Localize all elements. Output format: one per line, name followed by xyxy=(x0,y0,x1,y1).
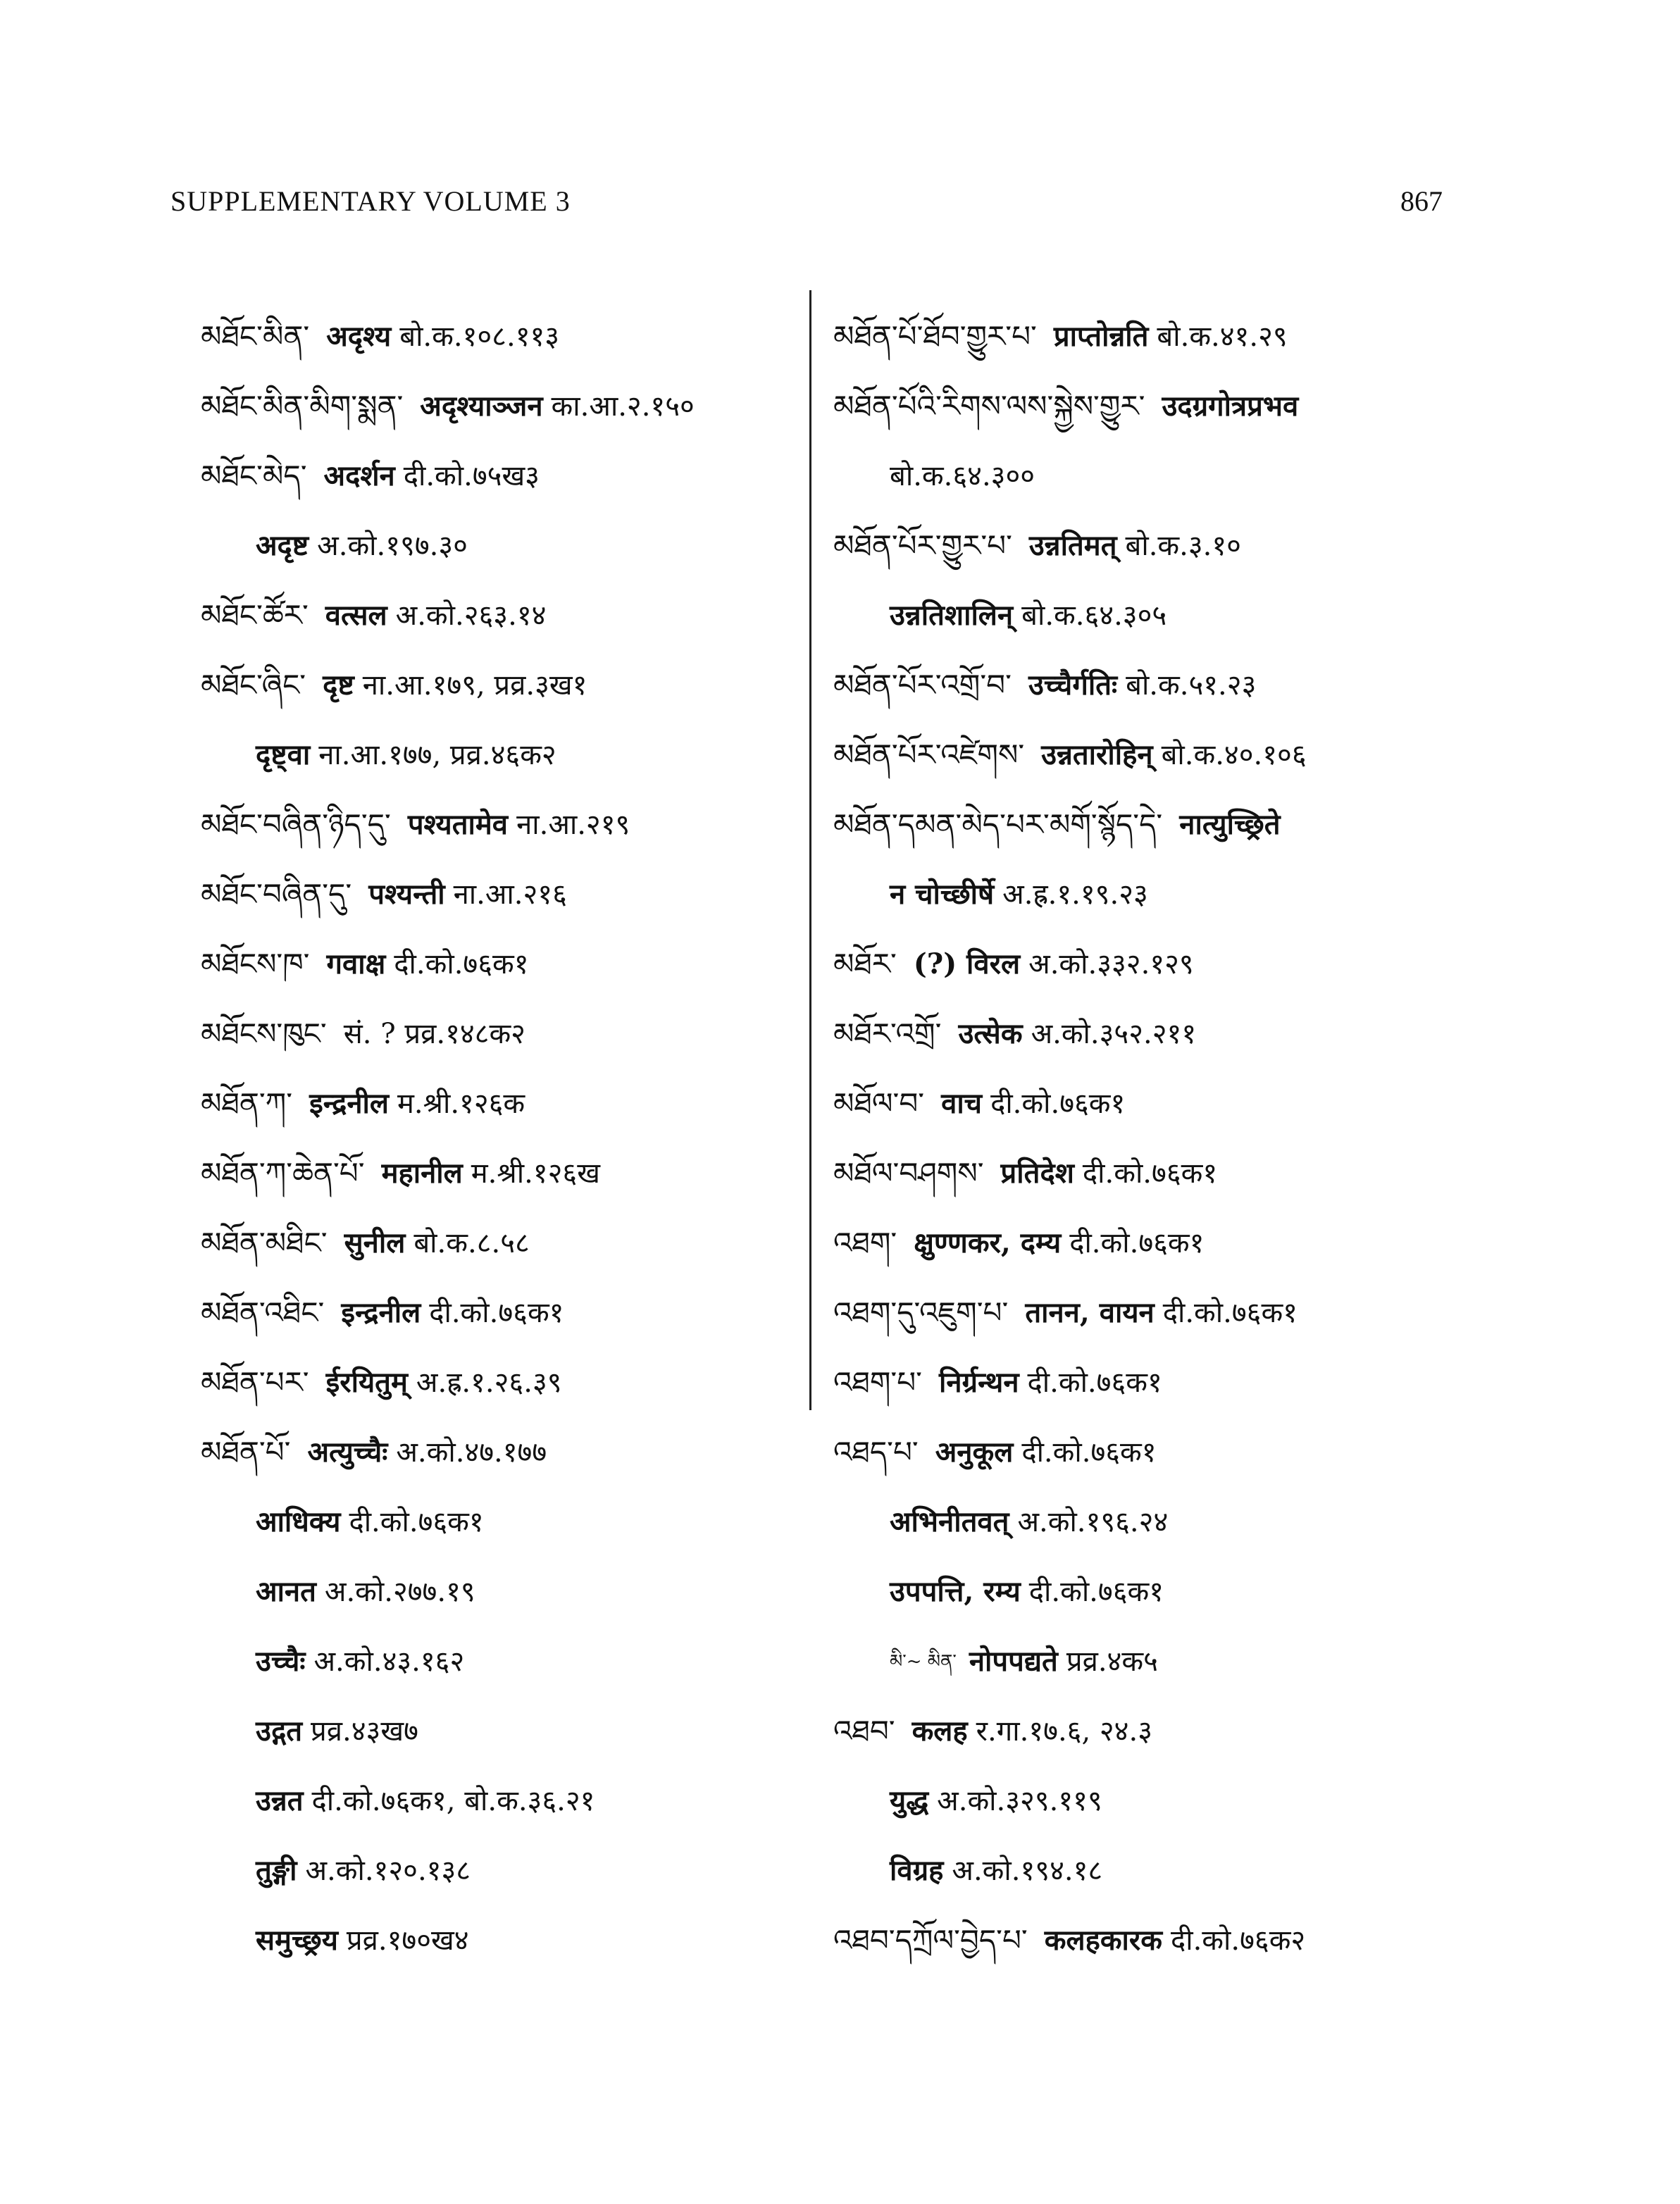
sanskrit-equivalent: अत्युच्चैः xyxy=(307,1435,388,1469)
sanskrit-equivalent: अनुकूल xyxy=(935,1435,1014,1469)
tibetan-headword: མཐོན་པོ་ཐོབ་གྱུར་པ་ xyxy=(833,318,1037,354)
sub-entry xyxy=(201,511,799,580)
source-reference: अ.को.१९४.१८ xyxy=(952,1854,1103,1887)
sanskrit-equivalent: नात्युच्छ्रिते xyxy=(1179,807,1281,841)
entry xyxy=(201,580,799,650)
source-reference: अ.को.१९७.३० xyxy=(317,529,468,562)
source-reference: प्रव्र.४३ख७ xyxy=(311,1714,418,1748)
left-column xyxy=(201,301,799,1975)
sanskrit-equivalent: इन्द्रनील xyxy=(341,1295,421,1329)
tibetan-headword: མཐོང་བཞིན་དུ་ xyxy=(201,876,352,911)
source-reference: अ.को.३३२.१२९ xyxy=(1028,947,1194,980)
entry xyxy=(201,1347,799,1417)
tibetan-headword: འཐད་པ་ xyxy=(833,1434,919,1469)
tibetan-headword: མཐོན་པོའི་རིགས་ལས་སྐྱེས་གྱུར་ xyxy=(833,388,1145,423)
sanskrit-equivalent: क्षुण्णकर, दम्य xyxy=(914,1226,1062,1259)
source-reference: दी.को.७६क१ xyxy=(1162,1296,1298,1329)
entry xyxy=(833,1069,1453,1138)
entry xyxy=(833,1138,1453,1208)
tibetan-headword: མཐོན་འཐིང་ xyxy=(201,1295,325,1330)
source-reference: ना.आ.२१९ xyxy=(516,808,630,841)
sanskrit-equivalent: विग्रह xyxy=(890,1853,944,1887)
entry xyxy=(833,790,1453,859)
page-number: 867 xyxy=(1400,185,1443,217)
tibetan-headword: མི་~ མིན་ xyxy=(890,1650,957,1672)
source-reference: ना.आ.१७९, प्रव्र.३ख१ xyxy=(362,668,587,702)
sanskrit-equivalent: नोपपद्यते xyxy=(969,1644,1058,1678)
source-reference: दी.को.७६क१ xyxy=(1082,1157,1218,1190)
source-reference: दी.को.७६क१ xyxy=(349,1505,484,1538)
tibetan-headword: མཐོང་ཚོར་ xyxy=(201,597,309,633)
source-reference: म.श्री.१२६ख xyxy=(471,1157,600,1190)
entry xyxy=(833,371,1453,441)
tibetan-headword: འཐབ་ xyxy=(833,1713,895,1748)
sanskrit-equivalent: अदृष्ट xyxy=(256,528,309,562)
tibetan-headword: མཐོང་ཞིང་ xyxy=(201,667,306,702)
entry xyxy=(201,441,799,511)
sub-entry xyxy=(201,720,799,790)
sanskrit-equivalent: ईरयितुम् xyxy=(325,1365,408,1399)
entry xyxy=(833,999,1453,1069)
entry xyxy=(833,720,1453,790)
sanskrit-equivalent: वत्सल xyxy=(325,598,387,632)
sanskrit-equivalent: वाच xyxy=(941,1086,983,1120)
tibetan-headword: མཐོང་མིན་མིག་སྨན་ xyxy=(201,388,404,423)
tibetan-headword: མཐོན་མཐིང་ xyxy=(201,1225,328,1260)
source-reference: अ.को.१९६.२४ xyxy=(1017,1505,1169,1538)
tibetan-headword: འཐབ་དཀྲོལ་བྱེད་པ་ xyxy=(833,1922,1028,1957)
source-reference: बो.क.८.५८ xyxy=(413,1226,530,1259)
tibetan-headword: འཐག་ xyxy=(833,1225,897,1260)
source-reference: अ.को.२७७.१९ xyxy=(324,1575,475,1608)
sub-entry xyxy=(833,1836,1453,1905)
entry xyxy=(201,1278,799,1347)
entry xyxy=(833,1696,1453,1766)
sanskrit-equivalent: उन्नतिशालिन् xyxy=(890,598,1014,632)
sanskrit-equivalent: प्रतिदेश xyxy=(1000,1156,1074,1190)
source-reference: बो.क.६४.३०५ xyxy=(1021,599,1167,632)
tibetan-headword: མཐོར་འགྲོ་ xyxy=(833,1016,942,1051)
sanskrit-equivalent: उदग्रगोत्रप्रभव xyxy=(1162,389,1299,423)
continuation-line xyxy=(833,441,1453,511)
sanskrit-equivalent: न चोच्छीर्षे xyxy=(890,877,995,911)
tibetan-headword: མཐོན་པོ་ xyxy=(201,1434,291,1469)
source-reference: सं. ? प्रव्र.१४८क२ xyxy=(343,1017,525,1050)
sanskrit-equivalent: अभिनीतवत् xyxy=(890,1505,1009,1538)
sub-entry xyxy=(201,1905,799,1975)
sanskrit-equivalent: प्राप्तोन्नति xyxy=(1053,319,1149,353)
entry xyxy=(201,371,799,441)
entry xyxy=(833,1417,1453,1487)
sanskrit-equivalent: सुनील xyxy=(344,1226,406,1259)
sanskrit-equivalent: उत्सेक xyxy=(958,1016,1023,1050)
source-reference: दी.को.७६क१ xyxy=(429,1296,564,1329)
sanskrit-equivalent: उन्नत xyxy=(256,1783,304,1817)
source-reference: दी.को.७६क१ xyxy=(394,947,529,980)
entry xyxy=(201,859,799,929)
entry xyxy=(833,301,1453,371)
source-reference: र.गा.१७.६, २४.३ xyxy=(976,1714,1153,1748)
sanskrit-equivalent: दृष्ट्वा xyxy=(256,737,311,771)
sanskrit-equivalent: उद्गत xyxy=(256,1714,303,1748)
sub-entry xyxy=(201,1766,799,1836)
sanskrit-equivalent: युद्ध xyxy=(890,1783,929,1817)
tibetan-headword: མཐོང་མིན་ xyxy=(201,318,310,354)
sanskrit-equivalent: पश्यन्ती xyxy=(368,877,445,911)
sanskrit-equivalent: उच्चैर्गतिः xyxy=(1028,668,1118,702)
entry xyxy=(201,790,799,859)
entry xyxy=(201,929,799,999)
source-reference: अ.ह्र.१.२६.३९ xyxy=(416,1366,562,1399)
source-reference: दी.को.७६क२ xyxy=(1170,1924,1306,1957)
entry xyxy=(201,1138,799,1208)
tibetan-headword: མཐོན་པར་ xyxy=(201,1364,309,1400)
tibetan-headword: མཐོངས་ཁུང་ xyxy=(201,1016,327,1051)
sub-entry xyxy=(833,1487,1453,1557)
entry xyxy=(833,929,1453,999)
sanskrit-equivalent: आनत xyxy=(256,1574,316,1608)
sub-entry xyxy=(201,1836,799,1905)
source-reference: अ.को.१२०.१३८ xyxy=(305,1854,471,1887)
sanskrit-equivalent: उन्नतारोहिन् xyxy=(1041,737,1153,771)
entry xyxy=(201,650,799,720)
sub-entry xyxy=(833,580,1453,650)
right-column xyxy=(833,301,1453,1975)
sub-entry xyxy=(201,1487,799,1557)
sub-entry xyxy=(833,1766,1453,1836)
source-reference: अ.को.४३.१६२ xyxy=(313,1645,465,1678)
tibetan-headword: མཐོལ་བ་ xyxy=(833,1085,925,1121)
entry xyxy=(201,1417,799,1487)
tibetan-headword: མཐོང་མེད་ xyxy=(201,458,307,493)
source-reference: बो.क.१०८.११३ xyxy=(399,320,560,353)
entry xyxy=(201,1069,799,1138)
tibetan-headword: འཐག་པ་ xyxy=(833,1364,922,1400)
sanskrit-equivalent: महानील xyxy=(381,1156,463,1190)
tibetan-headword: འཐག་དུ་འཇུག་པ་ xyxy=(833,1295,1009,1330)
source-reference: प्रव्र.१७०ख४ xyxy=(346,1924,469,1957)
entry xyxy=(833,650,1453,720)
sanskrit-equivalent: गवाक्ष xyxy=(326,947,386,980)
tibetan-headword: མཐོལ་བཤགས་ xyxy=(833,1155,984,1190)
source-reference: बो.क.४०.१०६ xyxy=(1161,738,1307,771)
sanskrit-equivalent: उपपत्ति, रम्य xyxy=(890,1574,1021,1608)
source-reference: दी.को.७६क१ xyxy=(1069,1226,1205,1259)
tibetan-headword: མཐོན་པོར་གྱུར་པ་ xyxy=(833,528,1012,563)
sanskrit-equivalent: तुङ्गी xyxy=(256,1853,297,1887)
sanskrit-equivalent: निर्ग्रन्थन xyxy=(938,1365,1019,1399)
sanskrit-equivalent: कलह xyxy=(911,1714,968,1748)
entry xyxy=(833,1905,1453,1975)
source-reference: अ.को.४७.१७७ xyxy=(396,1436,547,1469)
entry xyxy=(833,1278,1453,1347)
entry xyxy=(833,1208,1453,1278)
source-reference: का.आ.२.१५० xyxy=(551,390,695,423)
source-reference: ना.आ.१७७, प्रव्र.४६क२ xyxy=(318,738,556,771)
tibetan-headword: མཐོར་ xyxy=(833,946,897,981)
tibetan-headword: མཐོན་པོར་འཛེགས་ xyxy=(833,737,1025,772)
source-reference: अ.को.३२९.११९ xyxy=(937,1784,1102,1817)
sub-entry xyxy=(201,1626,799,1696)
sanskrit-equivalent: समुच्छ्रय xyxy=(256,1923,338,1957)
source-reference: प्रव्र.४क५ xyxy=(1066,1645,1158,1678)
source-reference: ना.आ.२१६ xyxy=(453,878,567,911)
sanskrit-equivalent: आधिक्य xyxy=(256,1505,341,1538)
sanskrit-equivalent: उन्नतिमत् xyxy=(1028,528,1117,562)
source-reference: बो.क.३.१० xyxy=(1125,529,1241,562)
tibetan-headword: མཐོན་ཀ་ xyxy=(201,1085,293,1121)
running-head: SUPPLEMENTARY VOLUME 3 xyxy=(170,185,571,217)
sanskrit-equivalent: इन्द्रनील xyxy=(309,1086,389,1120)
sanskrit-equivalent: पश्यतामेव xyxy=(407,807,509,841)
column-divider xyxy=(809,290,811,1410)
sanskrit-equivalent: अदर्शन xyxy=(323,459,395,492)
entry xyxy=(833,511,1453,580)
source-reference: दी.को.७६क१ xyxy=(1027,1366,1162,1399)
tibetan-headword: མཐོན་དམན་མེད་པར་མགོ་སྙོད་དེ་ xyxy=(833,807,1163,842)
source-reference: अ.ह्र.१.१९.२३ xyxy=(1002,878,1148,911)
source-reference: अ.को.२६३.१४ xyxy=(395,599,547,632)
sanskrit-equivalent: तानन, वायन xyxy=(1025,1295,1155,1329)
source-reference: बो.क.४१.२९ xyxy=(1157,320,1288,353)
sanskrit-equivalent: अदृश्याञ्जन xyxy=(420,389,543,423)
sub-entry xyxy=(201,1557,799,1626)
sanskrit-equivalent: (?) विरल xyxy=(913,947,1021,980)
sub-entry xyxy=(833,1557,1453,1626)
sanskrit-equivalent: अदृश्य xyxy=(326,319,392,353)
source-reference: दी.को.७५ख३ xyxy=(403,459,540,492)
entry xyxy=(201,301,799,371)
tibetan-headword: མཐོན་པོར་འགྲོ་བ་ xyxy=(833,667,1012,702)
tibetan-headword: མཐོངས་ཁ་ xyxy=(201,946,310,981)
source-reference: दी.को.७६क१ xyxy=(990,1087,1126,1120)
source-reference: बो.क.६४.३०० xyxy=(890,459,1035,492)
tibetan-headword: མཐོན་ཀ་ཆེན་པོ་ xyxy=(201,1155,365,1190)
tibetan-headword: མཐོང་བཞིན་ཉིད་དུ་ xyxy=(201,807,391,842)
source-reference: दी.को.७६क१, बो.क.३६.२१ xyxy=(311,1784,595,1817)
source-reference: दी.को.७६क१ xyxy=(1021,1436,1157,1469)
entry xyxy=(833,1347,1453,1417)
sub-entry xyxy=(833,1626,1453,1696)
sub-entry xyxy=(201,1696,799,1766)
source-reference: दी.को.७६क१ xyxy=(1028,1575,1164,1608)
source-reference: अ.को.३५२.२११ xyxy=(1031,1017,1197,1050)
source-reference: म.श्री.१२६क xyxy=(397,1087,525,1120)
entry xyxy=(201,999,799,1069)
source-reference: बो.क.५१.२३ xyxy=(1126,668,1257,702)
continuation-line xyxy=(833,859,1453,929)
sanskrit-equivalent: कलहकारक xyxy=(1044,1923,1162,1957)
entry xyxy=(201,1208,799,1278)
sanskrit-equivalent: उच्चैः xyxy=(256,1644,306,1678)
sanskrit-equivalent: दृष्ट xyxy=(323,668,354,702)
